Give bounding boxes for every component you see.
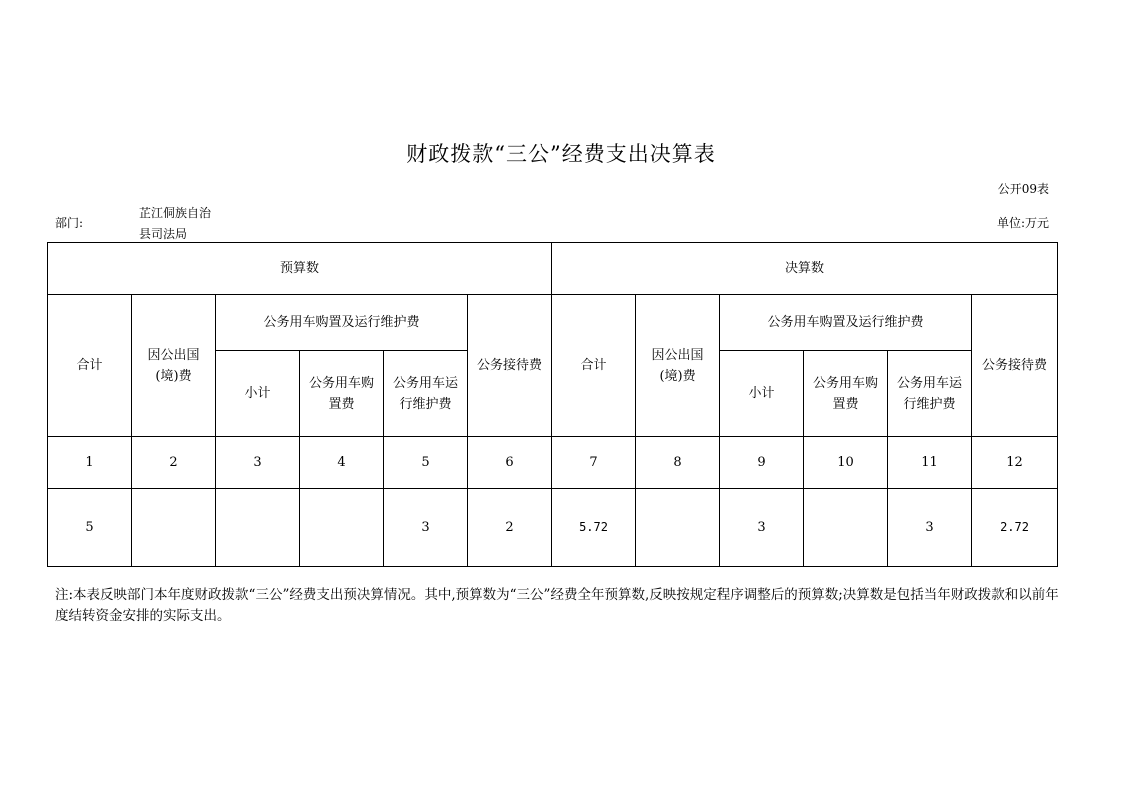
- budget-reception-value: 2: [468, 489, 552, 567]
- value-row: [48, 489, 1058, 567]
- column-number: 5: [384, 437, 468, 489]
- column-number: 2: [132, 437, 216, 489]
- final-vehicle-purchase-value: [804, 489, 888, 567]
- budget-subtotal-header: 小计: [216, 351, 300, 437]
- budget-group-header: 预算数: [48, 243, 552, 295]
- final-vehicle-maintenance-value: 3: [888, 489, 972, 567]
- budget-vehicle-maintenance-value: 3: [384, 489, 468, 567]
- budget-vehicle-maintenance-header: 公务用车运行维护费: [384, 351, 468, 437]
- budget-vehicle-subtotal-value: [216, 489, 300, 567]
- final-vehicle-group-header: 公务用车购置及运行维护费: [720, 295, 972, 351]
- budget-abroad-header: 因公出国(境)费: [132, 295, 216, 437]
- final-vehicle-purchase-header: 公务用车购置费: [804, 351, 888, 437]
- page-title: 财政拨款“三公”经费支出决算表: [406, 142, 716, 166]
- budget-reception-header: 公务接待费: [468, 295, 552, 437]
- column-number: 12: [972, 437, 1058, 489]
- column-number: 11: [888, 437, 972, 489]
- final-total-header: 合计: [552, 295, 636, 437]
- department-name: 芷江侗族自治县司法局: [139, 206, 212, 241]
- column-number: 7: [552, 437, 636, 489]
- column-number: 4: [300, 437, 384, 489]
- group-header-row: [48, 243, 1058, 295]
- column-number: 6: [468, 437, 552, 489]
- budget-total-value: 5: [48, 489, 132, 567]
- column-number: 8: [636, 437, 720, 489]
- final-group-header: 决算数: [552, 243, 1058, 295]
- budget-total-header: 合计: [48, 295, 132, 437]
- department-label: 部门:: [55, 216, 84, 230]
- expense-table: [47, 242, 1058, 567]
- final-subtotal-header: 小计: [720, 351, 804, 437]
- column-number: 10: [804, 437, 888, 489]
- column-number: 1: [48, 437, 132, 489]
- budget-vehicle-group-header: 公务用车购置及运行维护费: [216, 295, 468, 351]
- budget-abroad-value: [132, 489, 216, 567]
- column-number: 3: [216, 437, 300, 489]
- final-abroad-header: 因公出国(境)费: [636, 295, 720, 437]
- column-number-row: [48, 437, 1058, 489]
- column-header-row-1: [48, 295, 1058, 351]
- footnote: 注:本表反映部门本年度财政拨款“三公”经费支出预决算情况。其中,预算数为“三公”经费全年预算数,反映按规定程序调整后的预算数;决算数是包括当年财政拨款和以前年度结转资金安排的实际支出。: [55, 587, 1059, 624]
- budget-vehicle-purchase-header: 公务用车购置费: [300, 351, 384, 437]
- final-vehicle-subtotal-value: 3: [720, 489, 804, 567]
- final-total-value: 5.72: [552, 489, 636, 567]
- unit-label: 单位:万元: [996, 216, 1049, 230]
- final-reception-value: 2.72: [972, 489, 1058, 567]
- final-abroad-value: [636, 489, 720, 567]
- final-vehicle-maintenance-header: 公务用车运行维护费: [888, 351, 972, 437]
- column-number: 9: [720, 437, 804, 489]
- budget-vehicle-purchase-value: [300, 489, 384, 567]
- final-reception-header: 公务接待费: [972, 295, 1058, 437]
- form-number: 公开09表: [997, 182, 1049, 196]
